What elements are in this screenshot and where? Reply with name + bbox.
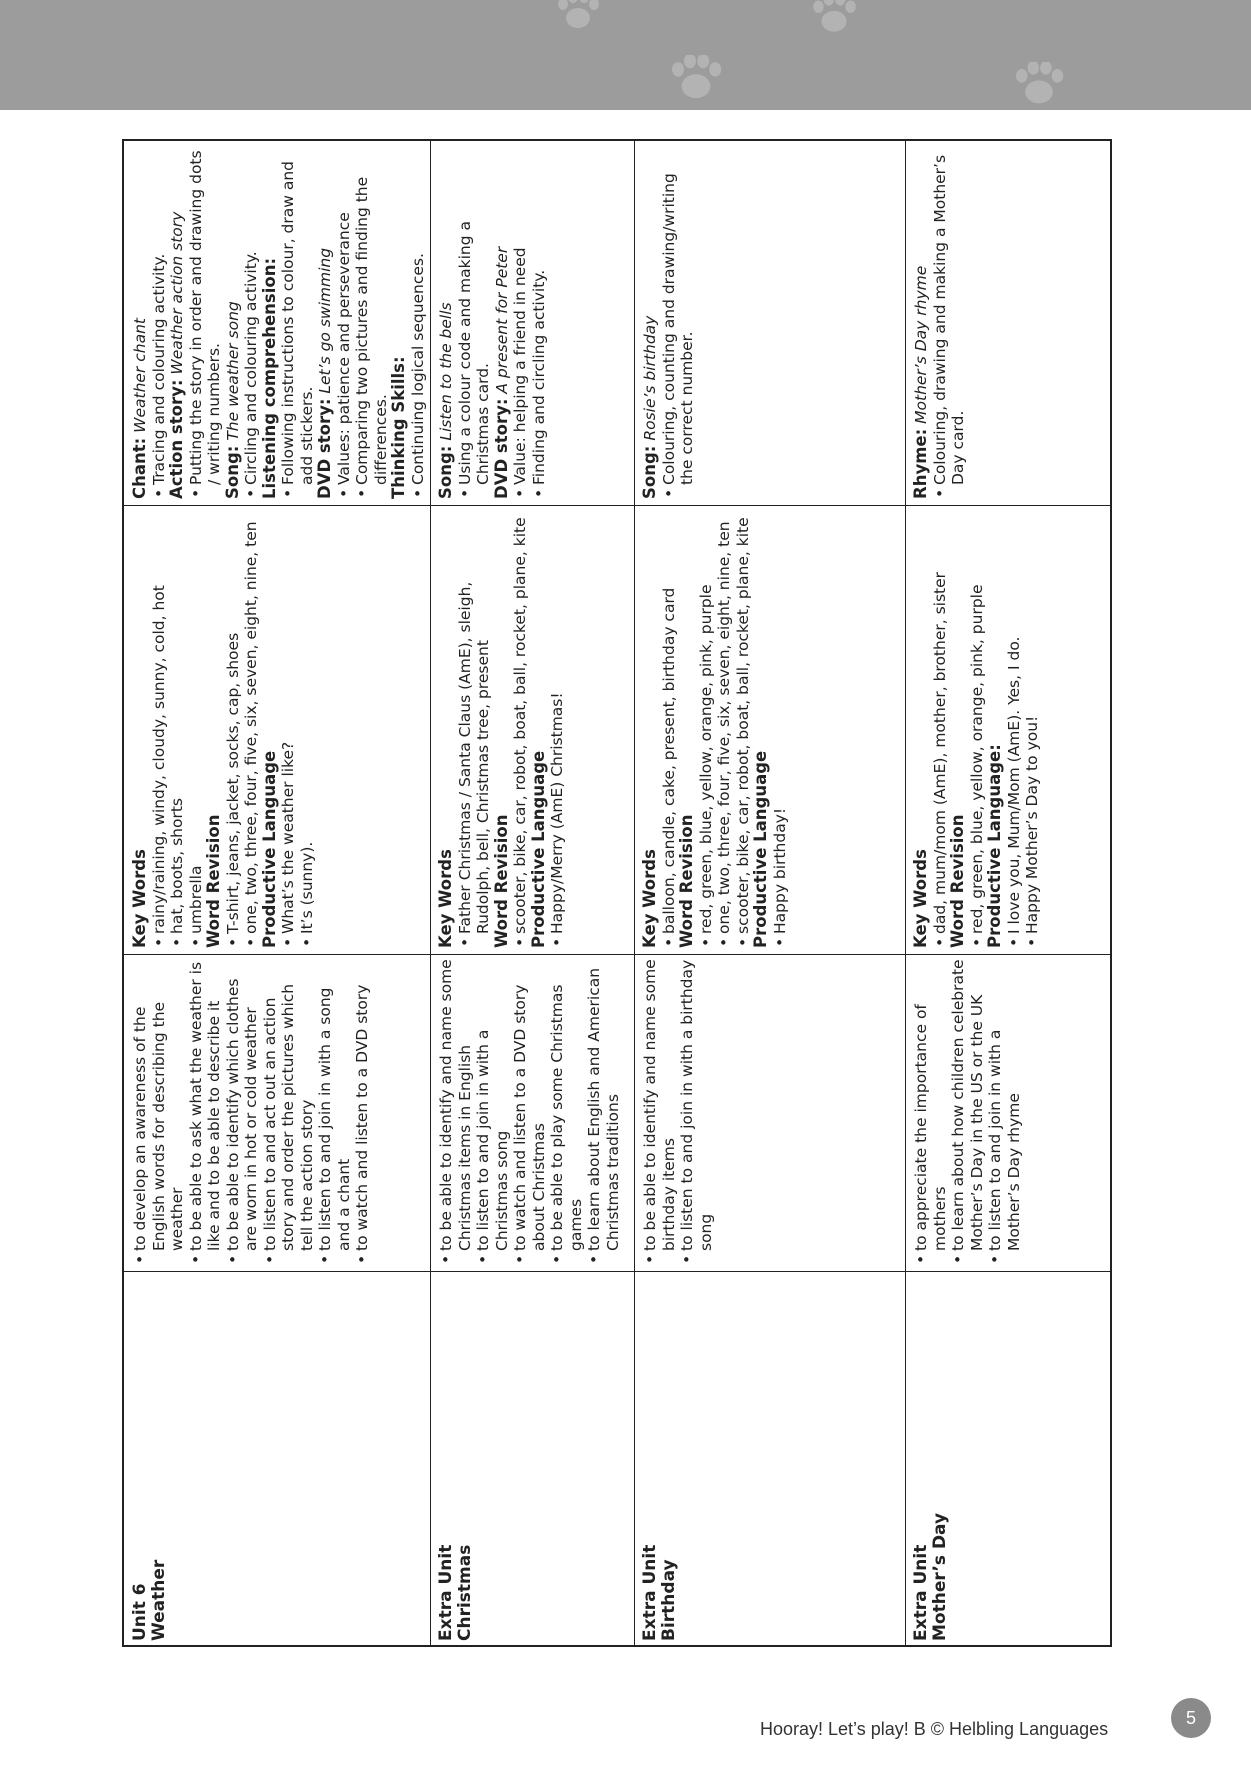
page-number: 5 (1171, 1698, 1211, 1738)
list-item: • Tracing and colouring activity. (150, 147, 169, 499)
word-revision-label: Word Revision (677, 814, 696, 948)
list-item: • to be able to identify which clothes are worn in hot or cold weather (224, 959, 261, 1265)
aims-cell (639, 955, 904, 1269)
productive-language-label: Productive Language (259, 750, 279, 948)
list-item: • Value: helping a friend in need (511, 147, 530, 499)
word-revision-label: Word Revision (948, 814, 967, 948)
rhyme-label: Rhyme: (911, 428, 930, 499)
list-item: • hat, boots, shorts (168, 510, 187, 948)
row-title-line2: Birthday (659, 1559, 679, 1641)
activities-cell (910, 143, 1108, 503)
list-item: • What’s the weather like? (279, 510, 298, 948)
list-item: • to be able to play some Christmas games (548, 959, 585, 1265)
aims-cell (435, 955, 633, 1269)
list-item: • Continuing logical sequences. (409, 147, 428, 499)
song-title: Listen to the bells (437, 302, 455, 441)
list-item: • to watch and listen to a DVD story (353, 959, 372, 1265)
activities-cell (129, 143, 429, 503)
key-words-label: Key Words (911, 849, 930, 948)
list-item: • dad, mum/mom (AmE), mother, brother, sister (931, 510, 950, 948)
song-label: Song: (222, 445, 242, 499)
row-title-line2: Christmas (455, 1544, 475, 1641)
list-item: • one, two, three, four, five, six, seven, eight, nine, ten (242, 510, 261, 948)
list-item: • one, two, three, four, five, six, seven, eight, nine, ten (715, 510, 734, 948)
list-item: • Finding and circling activity. (530, 147, 549, 499)
productive-language-label: Productive Language (751, 750, 770, 948)
key-words-label: Key Words (130, 849, 149, 948)
list-item: • to listen to and join in with a song and a chant (316, 959, 353, 1265)
list-item: • to develop an awareness of the English words for describing the weather (131, 959, 187, 1265)
song-label: Song: (436, 445, 455, 499)
syllabus-table (122, 139, 1112, 1647)
dvd-story-title: A present for Peter (492, 246, 511, 394)
row-title-cell (639, 1275, 904, 1645)
paw-print-icon (1010, 62, 1068, 108)
action-story-label: Action story: (167, 379, 186, 499)
list-item: • T-shirt, jeans, jacket, socks, cap, shoes (224, 510, 243, 948)
paw-print-icon (553, 0, 603, 32)
row-title-line1: Extra Unit (911, 1544, 931, 1641)
list-item: • to listen to and join in with a Mother’s Day rhyme (986, 959, 1023, 1265)
list-item: • to listen to and join in with a birthday song (678, 959, 715, 1265)
chant-title: Weather chant (131, 317, 149, 433)
list-item: • umbrella (187, 510, 206, 948)
row-title-line2: Mother’s Day (930, 1512, 950, 1641)
list-item: • Values: patience and perseverance (335, 147, 354, 499)
row-title-line1: Extra Unit (640, 1544, 660, 1641)
list-item: • to be able to identify and name some birthday items (641, 959, 678, 1265)
listening-label: Listening comprehension: (259, 257, 279, 499)
list-item: • scooter, bike, car, robot, boat, ball, rocket, plane, kite (511, 510, 530, 948)
list-item: • red, green, blue, yellow, orange, pink, purple (697, 510, 716, 948)
list-item: • to learn about English and American Christmas traditions (585, 959, 622, 1265)
row-title-line1: Extra Unit (436, 1544, 456, 1641)
thinking-skills-label: Thinking Skills: (389, 356, 408, 499)
list-item: • to watch and listen to a DVD story about Christmas (511, 959, 548, 1265)
row-title-cell (129, 1275, 429, 1645)
language-cell (129, 506, 429, 952)
chant-label: Chant: (130, 437, 149, 499)
list-item: • Happy Mother’s Day to you! (1023, 510, 1042, 948)
list-item: • to listen to and join in with a Christmas song (474, 959, 511, 1265)
list-item: • red, green, blue, yellow, orange, pink, purple (968, 510, 987, 948)
language-cell (910, 506, 1108, 952)
list-item: • Following instructions to colour, draw and add stickers. (279, 147, 316, 499)
list-item: • balloon, candle, cake, present, birthday card (660, 510, 679, 948)
song-label: Song: (640, 445, 659, 499)
list-item: • scooter, bike, car, robot, boat, ball, rocket, plane, kite (734, 510, 753, 948)
aims-cell (910, 955, 1108, 1269)
list-item: • to be able to ask what the weather is like and to be able to describe it (187, 959, 224, 1265)
list-item: • Happy/Merry (AmE) Christmas! (548, 510, 567, 948)
list-item: • to be able to identify and name some Christmas items in English (437, 959, 474, 1265)
key-words-label: Key Words (640, 849, 659, 948)
dvd-story-title: Let’s go swimming (316, 247, 334, 394)
language-cell (639, 506, 904, 952)
productive-language-label: Productive Language: (985, 744, 1004, 948)
list-item: • Using a colour code and making a Christmas card. (456, 147, 493, 499)
footer-credit: Hooray! Let’s play! B © Helbling Languages (760, 1719, 1109, 1739)
list-item: • Comparing two pictures and finding the differences. (353, 147, 390, 499)
list-item: • Father Christmas / Santa Claus (AmE), sleigh, Rudolph, bell, Christmas tree, present (456, 510, 493, 948)
paw-print-icon (666, 55, 726, 103)
list-item: • It’s (sunny). (298, 510, 317, 948)
list-item: • to appreciate the importance of mothers (912, 959, 949, 1265)
action-story-title: Weather action story (168, 211, 186, 375)
row-title-cell (435, 1275, 633, 1645)
list-item: • Putting the story in order and drawing dots / writing numbers. (187, 147, 224, 499)
song-title: Rosie’s birthday (641, 315, 659, 441)
row-title-line2: Weather (149, 1559, 169, 1641)
language-cell (435, 506, 633, 952)
aims-cell (129, 955, 429, 1269)
key-words-label: Key Words (436, 849, 455, 948)
list-item: • to learn about how children celebrate Mother’s Day in the US or the UK (949, 959, 986, 1265)
song-title: The weather song (223, 301, 242, 441)
list-item: • I love you, Mum/Mom (AmE). Yes, I do. (1005, 510, 1024, 948)
row-title-cell (910, 1275, 1108, 1645)
rhyme-title: Mother’s Day rhyme (912, 265, 930, 424)
row-title-line1: Unit 6 (130, 1583, 150, 1641)
word-revision-label: Word Revision (204, 814, 223, 948)
dvd-story-label: DVD story: (315, 398, 334, 499)
dvd-story-label: DVD story: (491, 398, 511, 499)
aims-list (131, 959, 372, 1265)
list-item: • to listen to and act out an action story and order the pictures which tell the action story (261, 959, 317, 1265)
paw-print-icon (808, 0, 860, 36)
activities-cell (435, 143, 633, 503)
list-item: • Happy birthday! (771, 510, 790, 948)
list-item: • Colouring, drawing and making a Mother’s Day card. (931, 147, 968, 499)
word-revision-label: Word Revision (491, 814, 511, 948)
header-band (0, 0, 1251, 110)
activities-cell (639, 143, 904, 503)
productive-language-label: Productive Language (528, 750, 548, 948)
list-item: • Colouring, counting and drawing/writing the correct number. (660, 147, 697, 499)
list-item: • Circling and colouring activity. (242, 147, 261, 499)
list-item: • rainy/raining, windy, cloudy, sunny, cold, hot (150, 510, 169, 948)
